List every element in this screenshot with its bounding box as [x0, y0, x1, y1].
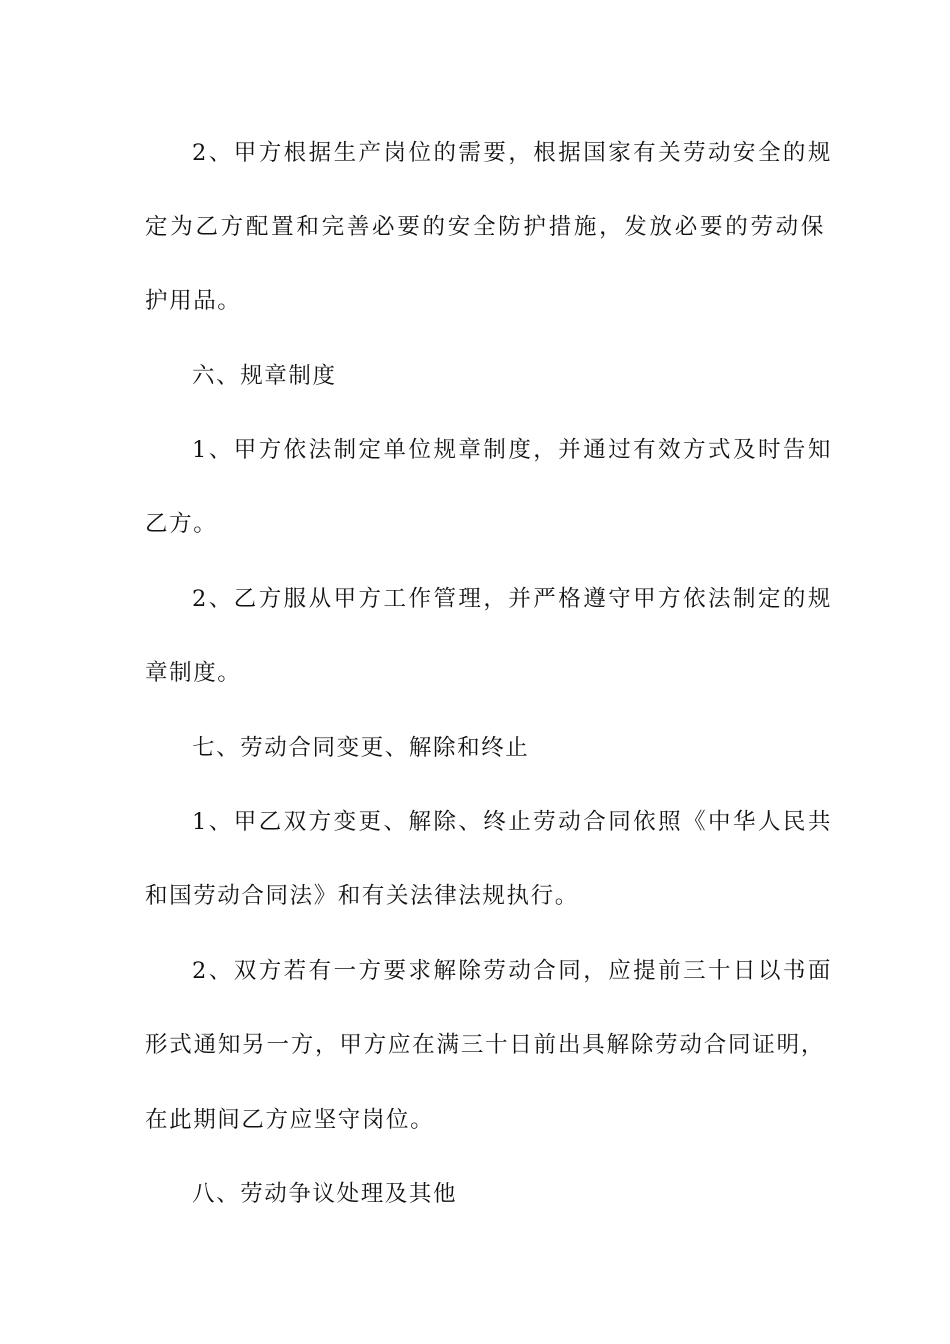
- paragraph-7-2-line-3: 在此期间乙方应坚守岗位。: [145, 1107, 435, 1133]
- paragraph-6-2-line-2: 章制度。: [145, 660, 242, 686]
- paragraph-7-2-line-2: 形式通知另一方，甲方应在满三十日前出具解除劳动合同证明，: [145, 1032, 825, 1058]
- paragraph-5-2-line-2: 定为乙方配置和完善必要的安全防护措施，发放必要的劳动保: [145, 214, 825, 240]
- section-heading-8: 八、劳动争议处理及其他: [192, 1181, 458, 1207]
- section-heading-7: 七、劳动合同变更、解除和终止: [192, 735, 530, 761]
- paragraph-6-2-line-1: 2、乙方服从甲方工作管理，并严格遵守甲方依法制定的规: [192, 586, 832, 612]
- paragraph-5-2-line-3: 护用品。: [145, 288, 242, 314]
- paragraph-7-1-line-2: 和国劳动合同法》和有关法律法规执行。: [145, 883, 579, 909]
- section-heading-6: 六、规章制度: [192, 363, 337, 389]
- paragraph-7-2-line-1: 2、双方若有一方要求解除劳动合同，应提前三十日以书面: [192, 958, 832, 984]
- paragraph-7-1-line-1: 1、甲乙双方变更、解除、终止劳动合同依照《中华人民共: [192, 809, 832, 835]
- paragraph-6-1-line-2: 乙方。: [145, 511, 218, 537]
- paragraph-5-2-line-1: 2、甲方根据生产岗位的需要，根据国家有关劳动安全的规: [192, 140, 832, 166]
- paragraph-6-1-line-1: 1、甲方依法制定单位规章制度，并通过有效方式及时告知: [192, 437, 832, 463]
